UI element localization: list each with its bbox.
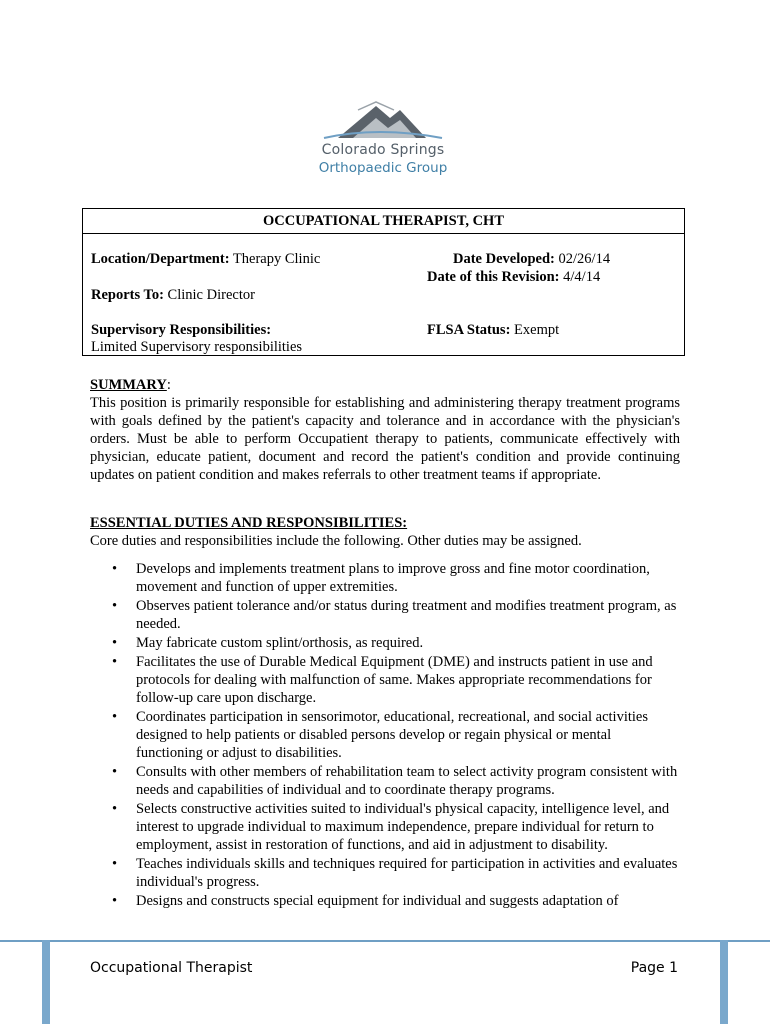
bullet-icon: •: [112, 856, 118, 872]
date-revision-value: 4/4/14: [563, 269, 601, 285]
summary-title: SUMMARY: [90, 377, 167, 393]
date-developed-label: Date Developed:: [453, 251, 555, 267]
list-item: • Consults with other members of rehabilitation team to select activity program consistent with needs and capabilities of individual and to coordinate therapy programs.: [112, 764, 678, 798]
supervisory-label: Supervisory Responsibilities:: [91, 322, 272, 338]
list-item: • Coordinates participation in sensorimotor, educational, recreational, and social activities designed to help patients or disabled persons develop or regain physical or mental functioning or adjust to disabilities.: [112, 709, 648, 761]
list-item: • Selects constructive activities suited to individual's physical capacity, intelligence level, and interest to upgrade individual to maximum independence, prepare individual for return to employment, assist in restoration of functions, and aid in adjustment to disability.: [112, 801, 670, 853]
flsa-value: Exempt: [514, 322, 560, 338]
bullet-icon: •: [112, 561, 118, 577]
logo-text-line1: Colorado Springs: [321, 142, 445, 158]
list-item: • Teaches individuals skills and techniques required for participation in activities and evaluates individual's progress.: [112, 856, 678, 890]
bullet-icon: •: [112, 709, 118, 725]
list-item: • Observes patient tolerance and/or status during treatment and modifies treatment program, as needed.: [112, 598, 677, 632]
bullet-icon: •: [112, 654, 118, 670]
reports-to-value: Clinic Director: [167, 287, 255, 303]
footer-page-number: Page 1: [630, 960, 678, 976]
supervisory-value: Limited Supervisory responsibilities: [91, 339, 303, 355]
reports-to-field: [91, 287, 255, 304]
summary-section: SUMMARY: This position is primarily responsible for establishing and administering therapy treatment programs with goals defined by the patient's capacity and tolerance and in accordance with the physician's orders. Must be able to perform Occupatient therapy to patients, communicate effectively with physician, educate patient, document and record the patient's condition and provide continuing updates on patient condition and makes referrals to other treatment teams if appropriate.: [90, 377, 680, 483]
job-title: OCCUPATIONAL THERAPIST, CHT: [83, 209, 684, 234]
duties-title: ESSENTIAL DUTIES AND RESPONSIBILITIES:: [90, 515, 408, 531]
logo-text-line2: Orthopaedic Group: [318, 160, 448, 176]
list-item: • May fabricate custom splint/orthosis, as required.: [112, 635, 424, 651]
reports-to-label: Reports To:: [91, 287, 164, 303]
bullet-icon: •: [112, 764, 118, 780]
footer-rule: [0, 940, 770, 942]
footer-doc-title: Occupational Therapist: [90, 960, 253, 976]
company-logo: [318, 98, 448, 180]
footer-left-bar: [42, 940, 50, 1024]
job-header-box: [82, 208, 685, 356]
list-item: • Develops and implements treatment plans to improve gross and fine motor coordination, movement and function of upper extremities.: [112, 561, 650, 595]
date-revision-label: Date of this Revision:: [427, 269, 560, 285]
summary-text: This position is primarily responsible for establishing and administering therapy treatment programs with goals defined by the patient's capacity and tolerance and in accordance with the physician's orders. Must be able to perform Occupatient therapy to patients, communicate effectively with physician, educate patient, document and record the patient's condition and provide continuing updates on patient condition and makes referrals to other treatment teams if appropriate.: [90, 395, 680, 483]
flsa-field: [427, 322, 559, 339]
bullet-icon: •: [112, 635, 118, 651]
bullet-icon: •: [112, 801, 118, 817]
date-revision-field: [427, 269, 600, 286]
duties-list: [90, 560, 680, 911]
list-item: • Designs and constructs special equipment for individual and suggests adaptation of: [112, 893, 619, 909]
list-item: • Facilitates the use of Durable Medical Equipment (DME) and instructs patient in use and protocols for dealing with malfunction of same. Makes appropriate recommendations for follow-up care upon discharge.: [112, 654, 653, 706]
duties-intro: Core duties and responsibilities include the following. Other duties may be assigned.: [90, 533, 582, 549]
location-field: [91, 251, 320, 268]
location-label: Location/Department:: [91, 251, 230, 267]
location-value: Therapy Clinic: [232, 251, 321, 267]
date-developed-field: [453, 251, 610, 268]
date-developed-value: 02/26/14: [558, 251, 611, 267]
bullet-icon: •: [112, 598, 118, 614]
flsa-label: FLSA Status:: [427, 322, 511, 338]
bullet-icon: •: [112, 893, 118, 909]
duties-header: [90, 514, 680, 550]
footer-right-bar: [720, 940, 728, 1024]
mountain-logo-icon: [318, 98, 448, 144]
